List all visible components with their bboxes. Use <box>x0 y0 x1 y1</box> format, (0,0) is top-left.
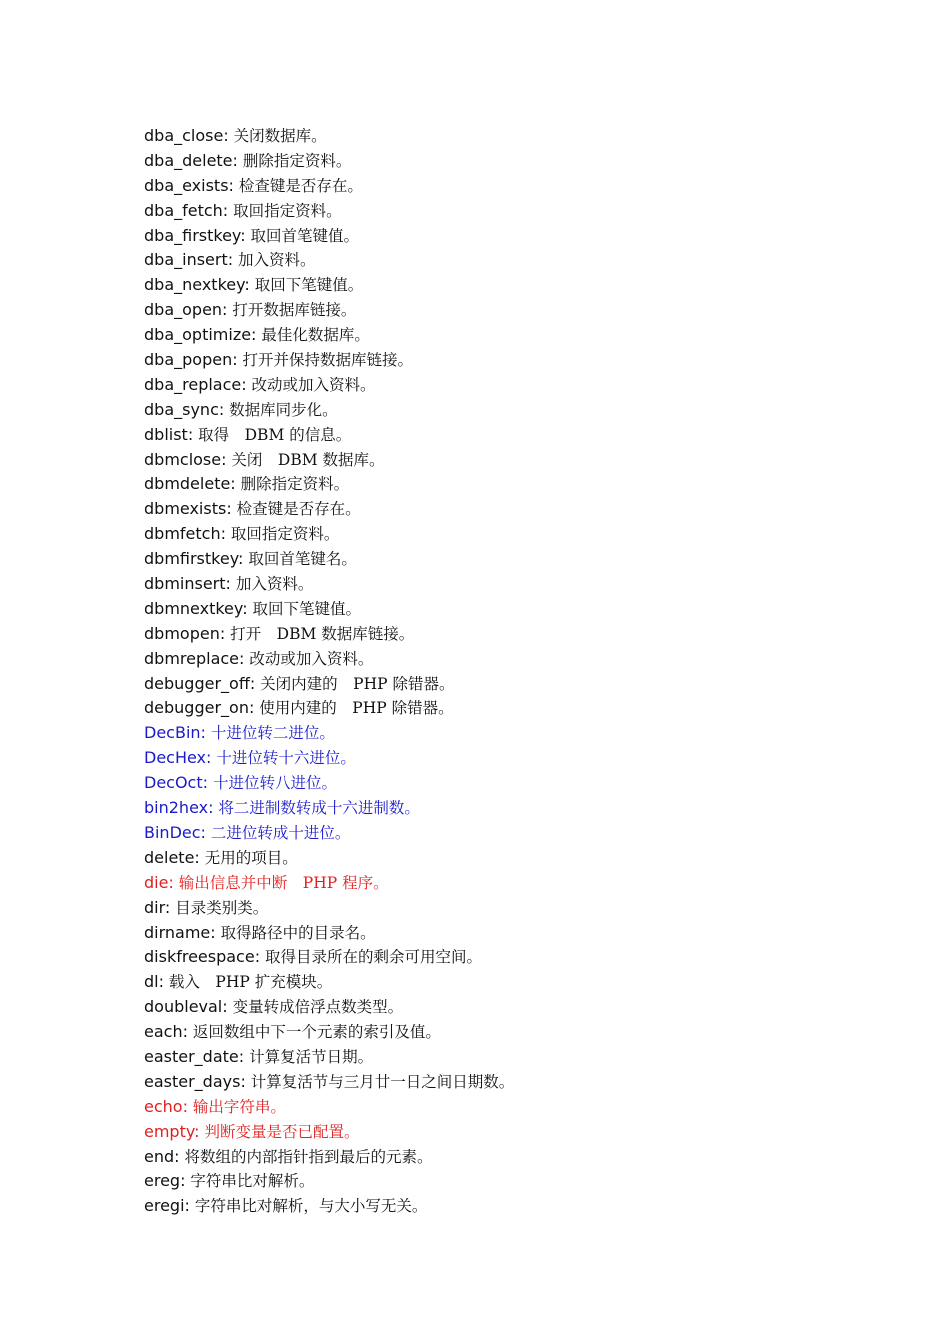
function-description: 删除指定资料。 <box>237 151 352 170</box>
function-description: 取回指定资料。 <box>228 201 342 220</box>
function-description: 打开 DBM 数据库链接。 <box>225 624 415 643</box>
function-name: dba_exists: <box>144 175 234 195</box>
function-description: 取得路径中的目录名。 <box>215 923 376 942</box>
function-description: 十进位转十六进位。 <box>211 749 356 768</box>
list-item <box>144 547 514 572</box>
list-item <box>144 672 514 697</box>
function-description: 计算复活节与三月廿一日之间日期数。 <box>245 1072 515 1091</box>
list-item <box>144 771 514 796</box>
function-name: BinDec: <box>144 822 206 842</box>
function-description: 关闭数据库。 <box>228 127 327 145</box>
function-description: 载入 PHP 扩充模块。 <box>164 973 333 992</box>
function-description: 检查键是否存在。 <box>231 500 361 519</box>
list-item <box>144 970 514 995</box>
function-name: dba_fetch: <box>144 200 229 220</box>
list-item <box>144 1120 514 1145</box>
function-name: eregi: <box>144 1196 190 1216</box>
function-description: 最佳化数据库。 <box>256 326 370 345</box>
function-description: 将二进制数转成十六进制数。 <box>213 799 420 818</box>
function-name: DecHex: <box>144 748 212 768</box>
list-item <box>144 821 514 846</box>
function-name: dba_close: <box>144 126 229 145</box>
list-item <box>144 448 514 473</box>
list-item <box>144 796 514 821</box>
function-description: 关闭 DBM 数据库。 <box>226 450 385 469</box>
function-description: 二进位转成十进位。 <box>205 823 351 842</box>
function-name: dbmexists: <box>144 499 232 519</box>
function-description: 打开并保持数据库链接。 <box>237 351 414 370</box>
function-name: dbmnextkey: <box>144 598 248 618</box>
function-description: 十进位转二进位。 <box>205 724 335 743</box>
function-name: delete: <box>144 847 200 867</box>
function-name: dir: <box>144 897 171 917</box>
list-item <box>144 1169 514 1194</box>
list-item <box>144 921 514 946</box>
function-name: dba_firstkey: <box>144 225 246 245</box>
list-item <box>144 1020 514 1045</box>
function-name: dba_sync: <box>144 399 225 419</box>
function-description: 目录类别类。 <box>170 898 269 917</box>
function-description: 加入资料。 <box>230 575 314 594</box>
list-item <box>144 1070 514 1095</box>
function-description: 关闭内建的 PHP 除错器。 <box>255 674 455 693</box>
function-description: 取回指定资料。 <box>225 525 340 544</box>
list-item <box>144 846 514 871</box>
function-name: empty: <box>144 1121 200 1141</box>
list-item <box>144 348 514 373</box>
function-description: 取回下笔键值。 <box>249 276 364 295</box>
function-description: 返回数组中下一个元素的索引及值。 <box>187 1023 441 1042</box>
function-name: easter_days: <box>144 1071 246 1091</box>
function-name: dba_popen: <box>144 350 238 370</box>
function-name: dbmfetch: <box>144 524 226 544</box>
function-description: 输出信息并中断 PHP 程序。 <box>173 873 389 892</box>
list-item <box>144 1095 514 1120</box>
function-description: 取回首笔键值。 <box>245 226 360 245</box>
list-item <box>144 746 514 771</box>
function-description: 取得目录所在的剩余可用空间。 <box>260 948 483 967</box>
list-item <box>144 174 514 199</box>
list-item <box>144 273 514 298</box>
function-description: 字符串比对解析。 <box>185 1172 315 1191</box>
list-item <box>144 472 514 497</box>
function-name: DecBin: <box>144 723 206 743</box>
function-description: 改动或加入资料。 <box>246 375 376 394</box>
function-name: dl: <box>144 972 164 992</box>
function-name: dba_open: <box>144 300 228 320</box>
function-description: 计算复活节日期。 <box>244 1047 374 1066</box>
function-name: dbmdelete: <box>144 474 236 494</box>
list-item <box>144 1194 514 1219</box>
list-item <box>144 896 514 921</box>
function-name: bin2hex: <box>144 798 214 818</box>
function-name: dba_insert: <box>144 250 234 270</box>
list-item <box>144 647 514 672</box>
function-name: easter_date: <box>144 1046 245 1066</box>
list-item <box>144 721 514 746</box>
function-name: diskfreespace: <box>144 947 261 967</box>
function-description: 将数组的内部指针指到最后的元素。 <box>179 1147 433 1166</box>
list-item <box>144 572 514 597</box>
list-item <box>144 522 514 547</box>
list-item <box>144 995 514 1020</box>
function-name: each: <box>144 1022 188 1042</box>
list-item <box>144 124 514 149</box>
list-item <box>144 149 514 174</box>
list-item <box>144 298 514 323</box>
list-item <box>144 398 514 423</box>
list-item <box>144 1045 514 1070</box>
function-description: 取得 DBM 的信息。 <box>193 425 352 444</box>
function-name: dbmclose: <box>144 449 227 469</box>
list-item <box>144 945 514 970</box>
function-description: 打开数据库链接。 <box>227 301 357 320</box>
function-name: dba_delete: <box>144 150 238 170</box>
function-name: ereg: <box>144 1171 186 1191</box>
list-item <box>144 597 514 622</box>
function-description: 加入资料。 <box>233 251 316 270</box>
list-item <box>144 199 514 224</box>
function-description: 输出字符串。 <box>187 1097 286 1116</box>
function-description: 变量转成倍浮点数类型。 <box>227 998 404 1017</box>
list-item <box>144 323 514 348</box>
list-item <box>144 696 514 721</box>
function-description: 无用的项目。 <box>199 848 298 867</box>
function-name: die: <box>144 872 174 892</box>
function-description: 字符串比对解析，与大小写无关。 <box>189 1197 428 1216</box>
function-description: 检查键是否存在。 <box>233 176 363 195</box>
function-name: dbmopen: <box>144 623 226 643</box>
function-name: dba_replace: <box>144 374 247 394</box>
function-description: 十进位转八进位。 <box>208 774 337 793</box>
list-item <box>144 423 514 448</box>
function-name: dblist: <box>144 424 194 444</box>
function-description: 使用内建的 PHP 除错器。 <box>254 699 454 718</box>
function-name: end: <box>144 1146 180 1166</box>
function-name: doubleval: <box>144 997 228 1017</box>
function-list <box>144 124 514 1219</box>
function-name: dbminsert: <box>144 574 231 594</box>
function-name: debugger_off: <box>144 673 256 693</box>
function-name: debugger_on: <box>144 698 255 718</box>
list-item <box>144 1145 514 1170</box>
list-item <box>144 871 514 896</box>
function-name: DecOct: <box>144 773 209 793</box>
function-description: 判断变量是否已配置。 <box>199 1122 360 1141</box>
list-item <box>144 224 514 249</box>
function-description: 取回首笔键名。 <box>243 550 357 569</box>
list-item <box>144 248 514 273</box>
list-item <box>144 373 514 398</box>
function-name: echo: <box>144 1096 188 1116</box>
list-item <box>144 622 514 647</box>
list-item <box>144 497 514 522</box>
function-name: dirname: <box>144 922 216 942</box>
function-name: dbmreplace: <box>144 648 245 668</box>
function-description: 删除指定资料。 <box>235 475 350 494</box>
function-description: 数据库同步化。 <box>224 400 338 419</box>
function-description: 改动或加入资料。 <box>244 649 374 668</box>
function-name: dbmfirstkey: <box>144 549 244 569</box>
function-name: dba_optimize: <box>144 325 257 345</box>
function-description: 取回下笔键值。 <box>247 599 362 618</box>
function-name: dba_nextkey: <box>144 275 250 295</box>
